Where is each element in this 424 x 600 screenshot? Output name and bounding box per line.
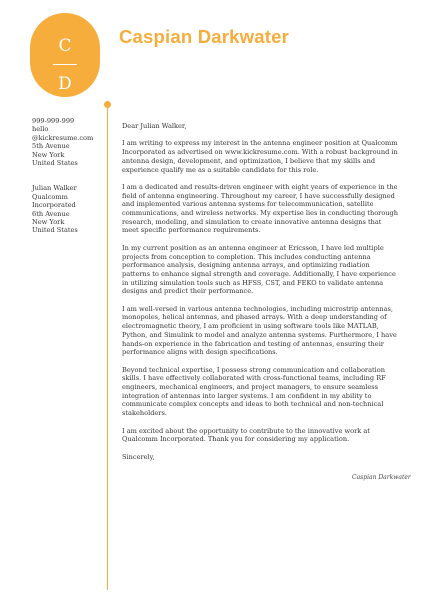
letter-paragraph: In my current position as an antenna engineer at Ericsson, I have led multiple projects from conception to completion. This includes conducting antenna performance analysis, designing antenna arrays, and optimizing radiation patterns to enhance signal strength and coverage. Additionally, I have experience in utilizing simulation tools such as HFSS, CST, and FEKO to validate antenna designs and predict their performance.: [122, 243, 396, 296]
monogram-last-initial: D: [58, 74, 72, 94]
signature: Caspian Darkwater: [352, 474, 411, 481]
contact-sidebar: [32, 117, 104, 235]
monogram-divider: [53, 64, 77, 65]
sender-street: 5th Avenue: [32, 142, 70, 151]
letter-paragraph: I am writing to express my interest in the antenna engineer position at Qualcomm Incorporated as advertised on www.kickresume.com. With a robust background in antenna design, development, and optimization, I believe that my skills and experience qualify me as a suitable candidate for this role.: [122, 139, 398, 174]
sender-email-line2: @kickresume.com: [32, 133, 94, 142]
letter-paragraph: Beyond technical expertise, I possess strong communication and collaboration skills. I have effectively collaborated with cross-functional teams, including RF engineers, mechanical engineers, and project managers, to ensure seamless integration of antennas into larger systems. I am confident in my ability to communicate complex concepts and ideas to both technical and non-technical stakeholders.: [122, 365, 386, 418]
recipient-city: New York: [32, 218, 65, 227]
recipient-company: Qualcomm: [32, 192, 68, 201]
letter-paragraph: I am well-versed in various antenna technologies, including microstrip antennas, monopoles, helical antennas, and phased arrays. With a deep understanding of electromagnetic theory, I am proficient in using software tools like MATLAB, Python, and Simulink to model and analyze antenna systems. Furthermore, I have hands-on experience in the fabrication and testing of antennas, ensuring their performance aligns with design specifications.: [122, 304, 397, 357]
sender-email-line1: hello: [32, 125, 49, 134]
letter-paragraph: I am excited about the opportunity to contribute to the innovative work at Qualcomm Incorporated. Thank you for considering my application.: [122, 426, 370, 444]
timeline-dot: [104, 101, 111, 108]
sender-city: New York: [32, 150, 65, 159]
recipient-country: United States: [32, 226, 78, 235]
letter-greeting: Dear Julian Walker,: [122, 122, 187, 130]
recipient-name: Julian Walker: [32, 184, 77, 193]
letter-body: [122, 122, 398, 470]
recipient-company-line2: Incorporated: [32, 201, 76, 210]
applicant-name: Caspian Darkwater: [119, 26, 289, 47]
letter-paragraph: I am a dedicated and results-driven engineer with eight years of experience in the field of antenna engineering. Throughout my career, I have successfully designed and implemented various antenna systems for telecommunication, satellite communications, and wireless networks. My expertise lies in conducting thorough research, modeling, and simulation to create innovative antenna designs that meet specific performance requirements.: [122, 182, 399, 235]
monogram-badge: [30, 13, 100, 97]
letter-closing: Sincerely,: [122, 452, 155, 461]
sender-country: United States: [32, 159, 78, 168]
timeline-line: [107, 104, 108, 590]
sender-phone: 999-999-999: [32, 117, 75, 125]
monogram-first-initial: C: [58, 36, 72, 56]
recipient-street: 6th Avenue: [32, 209, 70, 218]
sidebar-spacer: [32, 167, 104, 184]
